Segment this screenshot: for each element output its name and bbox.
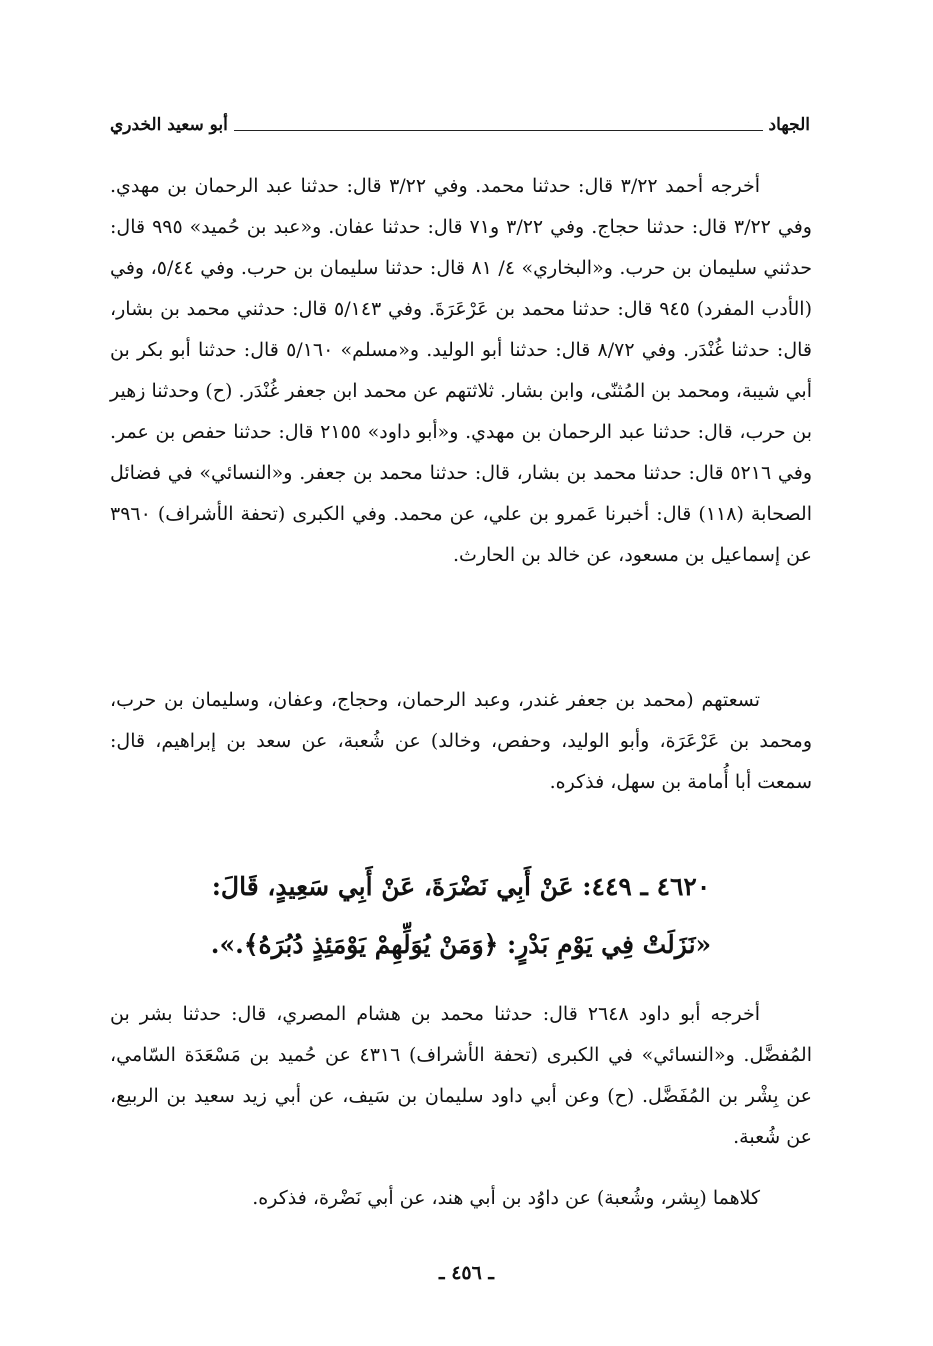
header-section-title: الجهاد: [768, 115, 810, 135]
header-rule: [234, 130, 763, 131]
paragraph-text: كلاهما (بِشر، وشُعبة) عن داوُد بن أبي هند، عن أبي نَضْرة، فذكره.: [252, 1187, 760, 1209]
tisatuhum-paragraph: [110, 680, 812, 803]
hadith-text: [110, 858, 812, 974]
page-number: ـ ٤٥٦ ـ: [439, 1262, 494, 1284]
kilahuma-paragraph: [110, 1178, 812, 1219]
takhrij-paragraph-1: [110, 166, 812, 576]
header-narrator-title: أبو سعيد الخدري: [110, 115, 228, 135]
paragraph-text: تسعتهم (محمد بن جعفر غندر، وعبد الرحمان، وحجاج، وعفان، وسليمان بن حرب، ومحمد بن عَرْعَرَة، وأبو الوليد، وحفص، وخالد) عن شُعبة، عن سعد بن إبراهيم، قال: سمعت أبا أُمامة بن سهل، فذكره.: [110, 689, 812, 793]
paragraph-text: أخرجه أحمد ٣/٢٢ قال: حدثنا محمد. وفي ٣/٢٢ قال: حدثنا عبد الرحمان بن مهدي. وفي ٣/٢٢ قال: حدثنا حجاج. وفي ٣/٢٢ و٧١ قال: حدثنا عفان. و«عبد بن حُميد» ٩٩٥ قال: حدثني سليمان بن حرب. و«البخاري» ٤/ ٨١ قال: حدثنا سليمان بن حرب. وفي ٥/٤٤، وفي (الأدب المفرد) ٩٤٥ قال: حدثنا محمد بن عَرْعَرَةَ. وفي ٥/١٤٣ قال: حدثني محمد بن بشار، قال: حدثنا غُنْدَر. وفي ٨/٧٢ قال: حدثنا أبو الوليد. و«مسلم» ٥/١٦٠ قال: حدثنا أبو بكر بن أبي شيبة، ومحمد بن المُثنّى، وابن بشار. ثلاثتهم عن محمد ابن جعفر غُنْدَر. (ح) وحدثنا زهير بن حرب، قال: حدثنا عبد الرحمان بن مهدي. و«أبو داود» ٢١٥٥ قال: حدثنا حفص بن عمر. وفي ٥٢١٦ قال: حدثنا محمد بن بشار، قال: حدثنا محمد بن جعفر. و«النسائي» في فضائل الصحابة (١١٨) قال: أخبرنا عَمرو بن علي، عن محمد. وفي الكبرى (تحفة الأشراف) ٣٩٦٠ عن إسماعيل بن مسعود، عن خالد بن الحارث.: [110, 175, 813, 566]
paragraph-text: أخرجه أبو داود ٢٦٤٨ قال: حدثنا محمد بن هشام المصري، قال: حدثنا بشر بن المُفضَّل. و«النسائي» في الكبرى (تحفة الأشراف) ٤٣١٦ عن حُميد بن مَسْعَدَة السّامي، عن بِشْر بن المُفَضَّل. (ح) وعن أبي داود سليمان بن سَيف، عن أبي زيد سعيد بن الربيع، عن شُعبة.: [110, 1003, 813, 1148]
hadith-line-2: «نَزَلَتْ فِي يَوْمِ بَدْرٍ: ﴿وَمَنْ يُوَلِّهِمْ يَوْمَئِذٍ دُبُرَهُ﴾.».: [210, 930, 712, 959]
running-header: [110, 104, 810, 134]
hadith-line-1: ٤٦٢٠ ـ ٤٤٩: عَنْ أَبِي نَضْرَةَ، عَنْ أَبِي سَعِيدٍ، قَالَ:: [211, 872, 711, 901]
takhrij-paragraph-2: [110, 994, 812, 1158]
